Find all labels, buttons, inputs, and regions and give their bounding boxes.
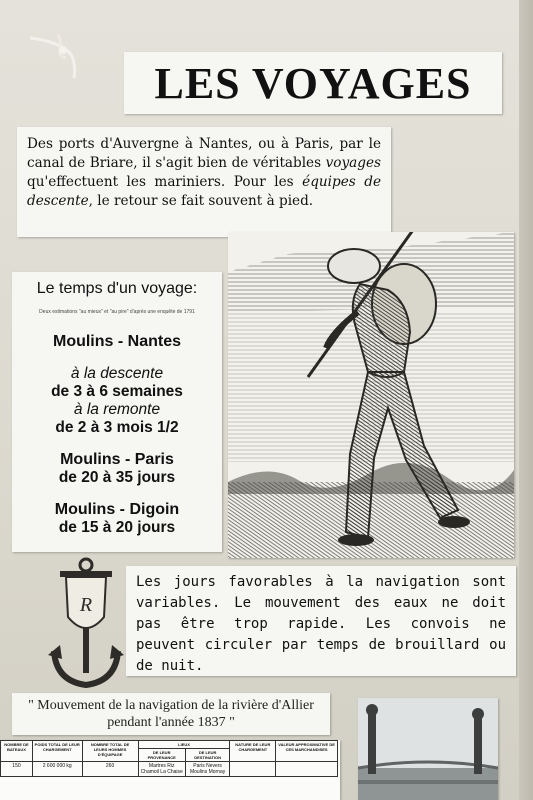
route-moulins-paris-value: de 20 à 35 jours [58,469,176,486]
table-cell-weight: 2 600 000 kg [32,762,82,777]
route-moulins-nantes: Moulins - Nantes [52,333,181,350]
route-moulins-paris: Moulins - Paris [60,451,174,468]
movement-caption [12,693,330,735]
anchor-emblem-icon [46,555,126,690]
travel-time-heading: Le temps d'un voyage: [36,280,198,297]
intro-emphasis-voyages: voyages [325,155,381,171]
intro-part1: Des ports d'Auvergne à Nantes, ou à Paris, par le canal de Briare, il s'agit bien de véritables [27,136,381,171]
page-title: LES VOYAGES [124,52,502,114]
board-edge [519,0,533,800]
table-row [1,762,338,777]
table-cell-cargo [230,762,276,777]
svg-text:R: R [79,594,93,616]
intro-emphasis-equipes: équipes de descente [27,174,381,209]
remonte-label: à la remonte [73,401,161,418]
table-header: NOMBRE TOTAL DE LEURS HOMMES D'ÉQUIPAGE [82,741,138,762]
route-moulins-digoin-value: de 15 à 20 jours [58,519,176,536]
walking-traveler-engraving [228,232,514,558]
table-header: POIDS TOTAL DE LEUR CHARGEMENT [32,741,82,762]
table-cell-crew: 260 [82,762,138,777]
table-subheader: DE LEUR DESTINATION [185,749,230,762]
travel-time-note: Deux estimations "au mieux" et "au pire" d'après une enquête de 1791 [39,309,195,315]
intro-part3: , le retour se fait souvent à pied. [88,193,314,209]
string-knot-icon [28,26,88,86]
navigation-table-card [0,740,340,800]
descente-value: de 3 à 6 semaines [51,383,183,400]
table-cell-value [276,762,338,777]
intro-part2: qu'effectuent les mariniers. Pour les [27,174,303,190]
table-header: NATURE DE LEUR CHARGEMENT [230,741,276,762]
descente-label: à la descente [70,365,164,382]
table-header: NOMBRE DE BATEAUX [1,741,33,762]
bridge-statues-photo [358,698,498,800]
table-cell-to: Paris Nevers Moulins Mornay [185,762,230,777]
movement-caption-line1: " Mouvement de la navigation de la rivière d'Allier [28,698,314,713]
navigation-conditions-text: Les jours favorables à la navigation sont variables. Le mouvement des eaux ne doit pas être trop rapide. Les convois ne peuvent circuler par temps de brouillard ou de nuit. [126,566,516,676]
table-header: LIEUX [138,741,230,749]
movement-caption-line2: pendant l'année 1837 " [107,715,235,730]
navigation-table [0,740,338,777]
travel-time-box [12,272,222,552]
route-moulins-digoin: Moulins - Digoin [54,501,180,518]
table-header: VALEUR APPROXIMATIVE DE CES MARCHANDISES [276,741,338,762]
table-subheader: DE LEUR PROVENANCE [138,749,185,762]
remonte-value: de 2 à 3 mois 1/2 [55,419,179,436]
table-cell-from: Martres Riz Chamoil La Chaise [138,762,185,777]
table-cell-boats: 150 [1,762,33,777]
intro-text [17,127,391,237]
table-header-row [1,741,338,749]
